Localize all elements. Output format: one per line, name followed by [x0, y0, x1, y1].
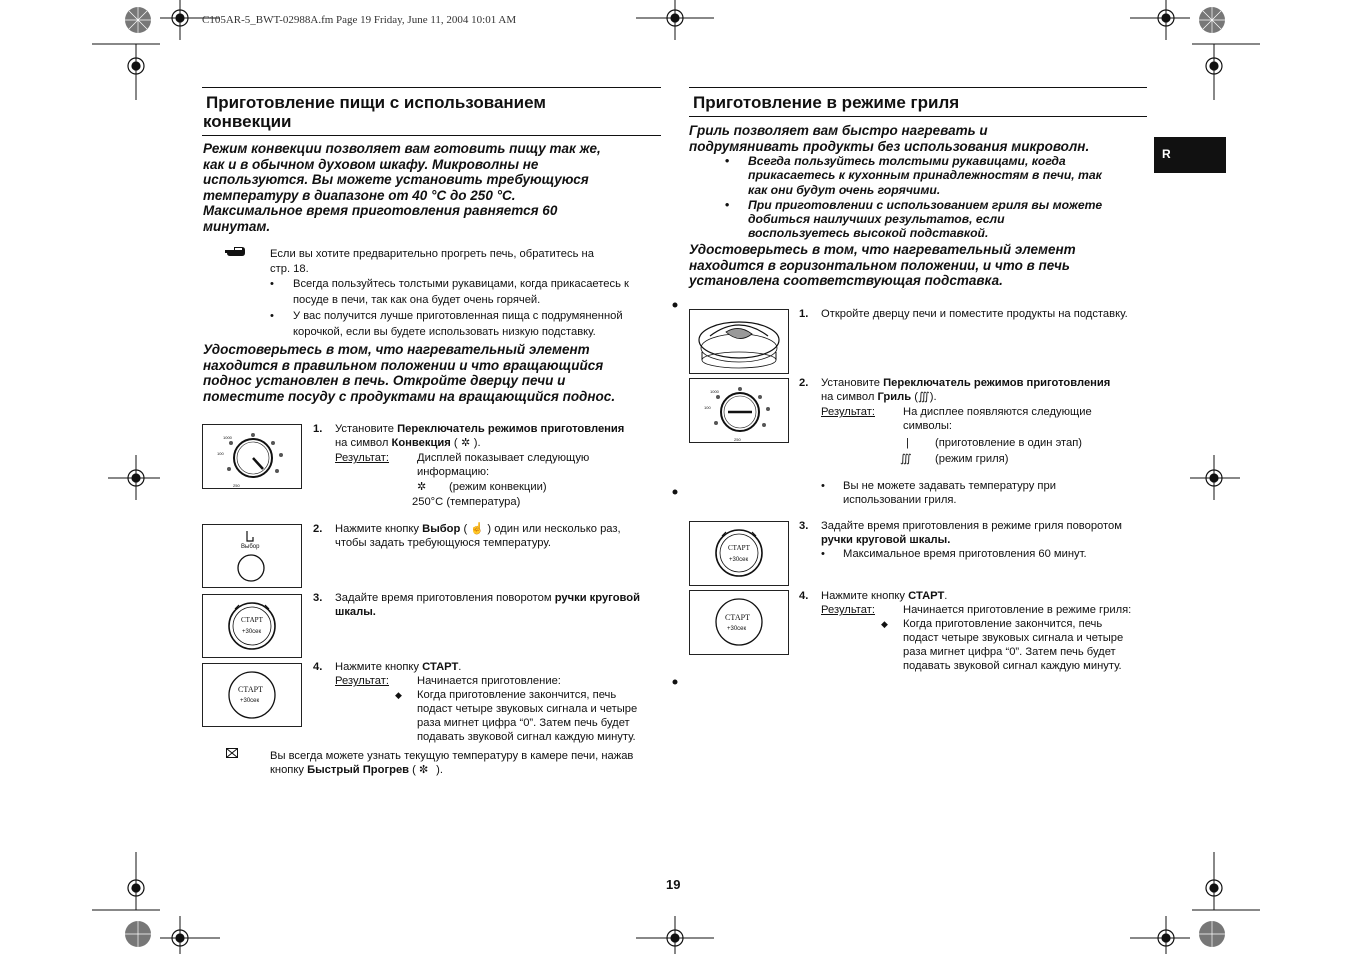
- note-text: Максимальное время приготовления 60 минут.: [843, 548, 1087, 560]
- result-text: информацию:: [417, 466, 490, 478]
- step-number: 1.: [799, 308, 809, 320]
- start-label: СТАРТ: [241, 616, 263, 624]
- preheat-note-line2: стр. 18.: [270, 263, 309, 275]
- select-button-figure: [202, 524, 302, 588]
- step-bold: ручки круговой: [554, 592, 640, 604]
- right-intro-line: Гриль позволяет вам быстро нагревать и: [689, 123, 988, 138]
- result-label: Результат:: [821, 406, 875, 418]
- symbol-text: (приготовление в один этап): [935, 437, 1083, 449]
- result-text: Начинается приготовление в режиме гриля:: [903, 604, 1132, 616]
- right-warning-line: установлена соответствующая подставка.: [689, 273, 1003, 288]
- left-intro: [203, 141, 663, 234]
- step-text: (: [450, 437, 461, 449]
- right-warning-line: Удостоверьтесь в том, что нагревательный элемент: [689, 242, 1076, 257]
- sub-text: подавать звуковой сигнал каждую минуту.: [903, 660, 1122, 672]
- step-text: ).: [470, 437, 481, 449]
- hand-pointer-icon: [224, 244, 246, 258]
- dial-label: 1000: [223, 435, 232, 440]
- left-intro-line: Максимальное время приготовления равняется 60: [203, 203, 558, 218]
- left-intro-line: как и в обычном духовом шкафу. Микроволны не: [203, 156, 539, 172]
- sub-text: Когда приготовление закончится, печь: [903, 618, 1103, 630]
- bullet-marker: •: [270, 278, 274, 290]
- start-sub-label: +30сек: [240, 698, 260, 704]
- right-step4: [799, 589, 1159, 673]
- step-number: 3.: [313, 592, 323, 604]
- diamond-marker: ◆: [395, 690, 402, 700]
- symbol-text: (режим конвекции): [449, 481, 547, 493]
- temperature-tip: [270, 749, 670, 777]
- tip-text: Вы всегда можете узнать текущую температуру в камере печи, нажав: [270, 750, 634, 762]
- step-text: Откройте дверцу печи и поместите продукты на подставку.: [821, 308, 1128, 320]
- sub-text: Когда приготовление закончится, печь: [417, 689, 617, 701]
- step-text: .: [458, 661, 462, 673]
- step-number: 1.: [313, 423, 323, 435]
- left-title-rule-top: [202, 87, 661, 88]
- step-bold: шкалы.: [335, 606, 376, 618]
- start-sub-label: +30сек: [729, 557, 749, 563]
- note-text: использовании гриля.: [843, 494, 957, 506]
- sub-text: подаст четыре звуковых сигнала и четыре: [903, 632, 1124, 644]
- sub-text: подаст четыре звуковых сигнала и четыре: [417, 703, 638, 715]
- memo-icon: [226, 748, 238, 758]
- diamond-marker: ◆: [881, 619, 888, 629]
- bullet-line: воспользуетесь высокой подставкой.: [748, 226, 989, 241]
- left-bullet-list: [270, 277, 665, 339]
- left-intro-line: минутам.: [203, 218, 271, 234]
- preheat-note-line1: Если вы хотите предварительно прогреть печь, обратитесь на: [270, 248, 594, 260]
- tip-text: (: [409, 764, 420, 776]
- right-intro-line: подрумянивать продукты без использования микроволн.: [689, 138, 1090, 154]
- result-text: На дисплее появляются следующие: [903, 406, 1092, 418]
- bullet-line: прикасаетесь к кухонным принадлежностям в печи, так: [748, 168, 1102, 183]
- symbol-text: 250°C (температура): [412, 496, 521, 508]
- mode-selector-dial-figure: [202, 424, 302, 489]
- grill-icon: ∭: [917, 391, 930, 403]
- left-step3: [313, 591, 668, 619]
- sub-text: раза мигнет цифра “0”. Затем печь будет: [903, 646, 1116, 658]
- language-tab-label: R: [1162, 147, 1171, 161]
- dial-label: 100: [217, 451, 224, 456]
- select-label: Выбор: [241, 544, 260, 550]
- step-text: (: [911, 391, 918, 403]
- left-title-line2: конвекции: [203, 112, 292, 131]
- file-header: C105AR-5_BWT-02988A.fm Page 19 Friday, June 11, 2004 10:01 AM: [202, 14, 517, 26]
- dial-label: 100: [704, 405, 711, 410]
- grill-rack-figure: [689, 309, 789, 374]
- bullet-line: Всегда пользуйтесь толстыми рукавицами, когда прикасаетесь к: [293, 278, 629, 290]
- right-step1: [799, 307, 1159, 321]
- step-text: Нажмите кнопку: [821, 590, 909, 602]
- bullet-line: корочкой, если вы будете использовать низкую подставку.: [293, 326, 596, 338]
- step-number: 2.: [313, 523, 323, 535]
- step-bold: Переключатель режимов приготовления: [397, 423, 625, 435]
- bullet-marker: •: [270, 310, 274, 322]
- left-warning-line: Удостоверьтесь в том, что нагревательный элемент: [203, 342, 590, 357]
- step-bold: ручки круговой шкалы.: [821, 534, 951, 546]
- right-title-rule-top: [689, 87, 1147, 88]
- step-text: ) один или несколько раз,: [484, 523, 621, 535]
- step-bold: Переключатель режимов приготовления: [883, 377, 1111, 389]
- bullet-line: посуде в печи, так как она будет очень горячей.: [293, 294, 541, 306]
- bullet-marker: •: [821, 480, 825, 492]
- right-warning-line: находится в горизонтальном положении, и что в печь: [689, 257, 1070, 273]
- left-intro-line: используются. Вы можете установить требующуюся: [203, 172, 589, 187]
- bullet-marker: •: [725, 197, 730, 212]
- start-sub-label: +30сек: [727, 626, 747, 632]
- bullet-line: добиться наилучших результатов, если: [748, 212, 1005, 227]
- tip-text: ).: [433, 764, 443, 776]
- tip-bold: Быстрый Прогрев: [307, 764, 410, 776]
- right-step2: [799, 376, 1159, 507]
- single-stage-symbol: |: [906, 437, 909, 449]
- bullet-line: У вас получится лучше приготовленная пища с подрумяненной: [293, 310, 623, 322]
- left-step1: [313, 422, 668, 509]
- left-intro-line: Режим конвекции позволяет вам готовить пищу так же,: [203, 141, 601, 156]
- preheat-note: [270, 247, 665, 276]
- step-bold: СТАРТ: [422, 661, 459, 673]
- result-text: символы:: [903, 420, 953, 432]
- left-intro-line: температуру в диапазоне от 40 °C до 250 °C.: [203, 187, 516, 203]
- dial-label: 250: [233, 483, 240, 488]
- language-tab: [1154, 137, 1226, 173]
- step-text: Задайте время приготовления в режиме гриля поворотом: [821, 520, 1122, 532]
- step-text: Нажмите кнопку: [335, 661, 423, 673]
- left-section-title: [203, 93, 663, 131]
- step-text: Задайте время приготовления поворотом: [335, 592, 555, 604]
- start-button-figure: [689, 590, 789, 655]
- left-warning-line: поместите посуду с продуктами на вращающийся поднос.: [203, 388, 616, 404]
- dial-label: 250: [734, 437, 741, 442]
- sub-text: раза мигнет цифра “0”. Затем печь будет: [417, 717, 630, 729]
- grill-icon: ∭: [900, 453, 912, 465]
- note-text: Вы не можете задавать температуру при: [843, 480, 1056, 492]
- step-text: .: [944, 590, 948, 602]
- step-text: на символ: [821, 391, 878, 403]
- dial-label: 1000: [710, 389, 719, 394]
- left-warning-line: поднос установлен в печь. Откройте дверцу печи и: [203, 373, 566, 388]
- mode-selector-grill-figure: [689, 378, 789, 443]
- start-label: СТАРТ: [728, 544, 750, 552]
- start-label: СТАРТ: [725, 613, 751, 622]
- step-text: Установите: [335, 423, 398, 435]
- step-number: 4.: [313, 661, 323, 673]
- step-number: 3.: [799, 520, 809, 532]
- bullet-marker: •: [821, 548, 825, 560]
- step-bold: СТАРТ: [908, 590, 945, 602]
- bullet-line: как они будут очень горячими.: [748, 182, 941, 197]
- step-number: 4.: [799, 590, 809, 602]
- right-warning: [689, 242, 1149, 289]
- convection-icon: ✲: [417, 481, 427, 493]
- quick-preheat-icon: ✼: [419, 764, 429, 776]
- step-text: чтобы задать требующуюся температуру.: [335, 537, 551, 549]
- select-hand-icon: ☝: [470, 523, 485, 535]
- step-text: Нажмите кнопку: [335, 523, 423, 535]
- right-intro: [689, 123, 1149, 154]
- step-text: Установите: [821, 377, 884, 389]
- sub-text: подавать звуковой сигнал каждую минуту.: [417, 731, 636, 743]
- step-bold: Гриль: [877, 391, 912, 403]
- result-label: Результат:: [821, 604, 875, 616]
- left-title-line1: Приготовление пищи с использованием: [206, 93, 546, 112]
- bullet-line: При приготовлении с использованием гриля вы можете: [748, 197, 1103, 212]
- step-text: ).: [929, 391, 937, 403]
- convection-icon: ✲: [461, 437, 471, 449]
- result-label: Результат:: [335, 675, 389, 687]
- left-warning-line: находится в правильном положении и что вращающийся: [203, 357, 604, 373]
- right-section-title: Приготовление в режиме гриля: [693, 93, 960, 112]
- right-bullet-list: [725, 154, 1150, 241]
- left-title-rule-bottom: [202, 135, 661, 136]
- step-text: (: [460, 523, 471, 535]
- timer-knob-figure: [689, 521, 789, 586]
- start-button-figure: [202, 663, 302, 727]
- left-step2: [313, 522, 668, 550]
- step-text: на символ: [335, 437, 392, 449]
- start-sub-label: +30сек: [242, 629, 262, 635]
- left-warning: [203, 342, 665, 404]
- start-label: СТАРТ: [238, 685, 264, 694]
- bullet-line: Всегда пользуйтесь толстыми рукавицами, когда: [748, 154, 1066, 168]
- timer-knob-figure: [202, 594, 302, 658]
- step-number: 2.: [799, 377, 809, 389]
- page-number: 19: [666, 877, 681, 892]
- step-bold: Выбор: [422, 523, 461, 535]
- step-bold: Конвекция: [391, 437, 451, 449]
- bullet-marker: •: [725, 154, 730, 168]
- result-text: Начинается приготовление:: [417, 675, 561, 687]
- left-step4: [313, 660, 668, 744]
- result-text: Дисплей показывает следующую: [417, 452, 590, 464]
- right-step3: [799, 519, 1159, 561]
- tip-text: кнопку: [270, 764, 308, 776]
- result-label: Результат:: [335, 452, 389, 464]
- right-title-rule-bottom: [689, 116, 1147, 117]
- symbol-text: (режим гриля): [935, 453, 1009, 465]
